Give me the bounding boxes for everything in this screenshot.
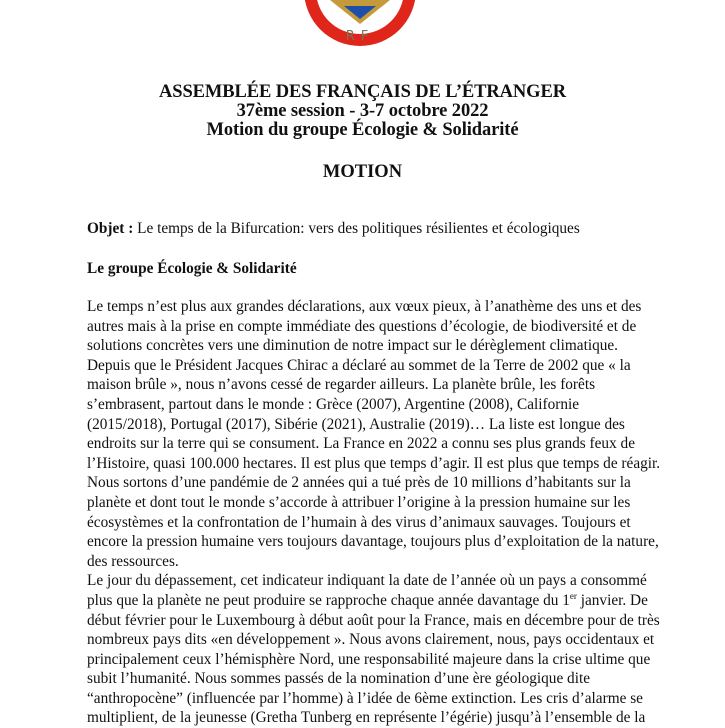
session-title: 37ème session - 3-7 octobre 2022 bbox=[236, 101, 489, 121]
body-line: endroits sur la terre qui se consument. La France en 2022 a connu ses plus grands feux de bbox=[87, 435, 635, 453]
body-line: Nous sortons d’une pandémie de 2 années qui a tué près de 10 millions d’habitants sur la bbox=[87, 474, 631, 492]
body-line: l’Histoire, quasi 100.000 hectares. Il est plus que temps d’agir. Il est plus que temps de réagir. bbox=[87, 454, 661, 472]
body-line: multiplient, de la jeunesse (Gretha Tunberg en représente l’égérie) jusqu’à l’ensemble de la bbox=[87, 709, 646, 727]
body-line: Le jour du dépassement, cet indicateur indiquant la date de l’année où un pays a consommé bbox=[87, 572, 647, 590]
objet-label: Objet : bbox=[87, 220, 134, 237]
body-line: planète et dont tout le monde s’accorde à attribuer l’origine à la pression humaine sur les bbox=[87, 493, 631, 511]
objet-text: Le temps de la Bifurcation: vers des politiques résilientes et écologiques bbox=[133, 220, 580, 237]
body-line: (2015/2018), Portugal (2017), Sibérie (2021), Australie (2019)… La liste est longue des bbox=[87, 415, 625, 433]
motion-heading: MOTION bbox=[322, 162, 403, 182]
body-line: début février pour le Luxembourg à début août pour la France, mais en décembre pour de très bbox=[87, 611, 660, 629]
body-line: autres mais à la prise en compte immédiate des questions d’écologie, de biodiversité et de bbox=[87, 317, 637, 335]
body-line: “anthropocène” (influencée par l’homme) à l’idée de 6ème extinction. Les cris d’alarme se bbox=[87, 689, 643, 707]
objet-line bbox=[87, 219, 580, 239]
body-line: nombreux pays dits «en développement ». Nous avons clairement, nous, pays occidentaux et bbox=[87, 631, 655, 649]
body-line: écosystèmes et la confrontation de l’humain à des virus d’animaux sauvages. Toujours et bbox=[87, 513, 631, 531]
body-line-part: plus que la planète ne peut produire se rapproche chaque année davantage du 1 bbox=[87, 591, 570, 609]
body-line: subit l’humanité. Nous sommes passés de la nomination d’une ère géologique dite bbox=[87, 670, 590, 688]
body-line: s’embrasent, partout dans le monde : Grèce (2007), Argentine (2008), Californie bbox=[87, 395, 580, 413]
body-line-part: janvier. De bbox=[576, 591, 648, 609]
body-line: solutions concrètes vers une diminution de notre impact sur le dérèglement climatique. bbox=[87, 337, 618, 355]
body-line: des ressources. bbox=[87, 552, 179, 570]
body-line: principalement ceux l’hémisphère Nord, une responsabilité majeure dans la crise ultime que bbox=[87, 650, 651, 668]
motion-body bbox=[87, 297, 661, 728]
group-heading: Le groupe Écologie & Solidarité bbox=[87, 260, 297, 277]
emblem-letters: RF bbox=[345, 29, 375, 44]
body-line: maison brûle », nous n’avons cessé de regarder ailleurs. La planète brûle, les forêts bbox=[87, 376, 596, 394]
rf-emblem-icon bbox=[298, 0, 422, 52]
motion-group-title: Motion du groupe Écologie & Solidarité bbox=[206, 120, 519, 140]
body-line: Depuis que le Président Jacques Chirac a déclaré au sommet de la Terre de 2002 que « la bbox=[87, 356, 631, 374]
body-line-with-superscript bbox=[87, 591, 647, 611]
superscript: er bbox=[569, 590, 577, 601]
assembly-title: ASSEMBLÉE DES FRANÇAIS DE L’ÉTRANGER bbox=[159, 82, 566, 102]
body-line: Le temps n’est plus aux grandes déclarations, aux vœux pieux, à l’anathème des uns et des bbox=[87, 298, 642, 315]
body-line: encore la pression humaine vers toujours davantage, toujours plus d’exploitation de la nature, bbox=[87, 533, 659, 551]
document-header bbox=[0, 83, 725, 140]
